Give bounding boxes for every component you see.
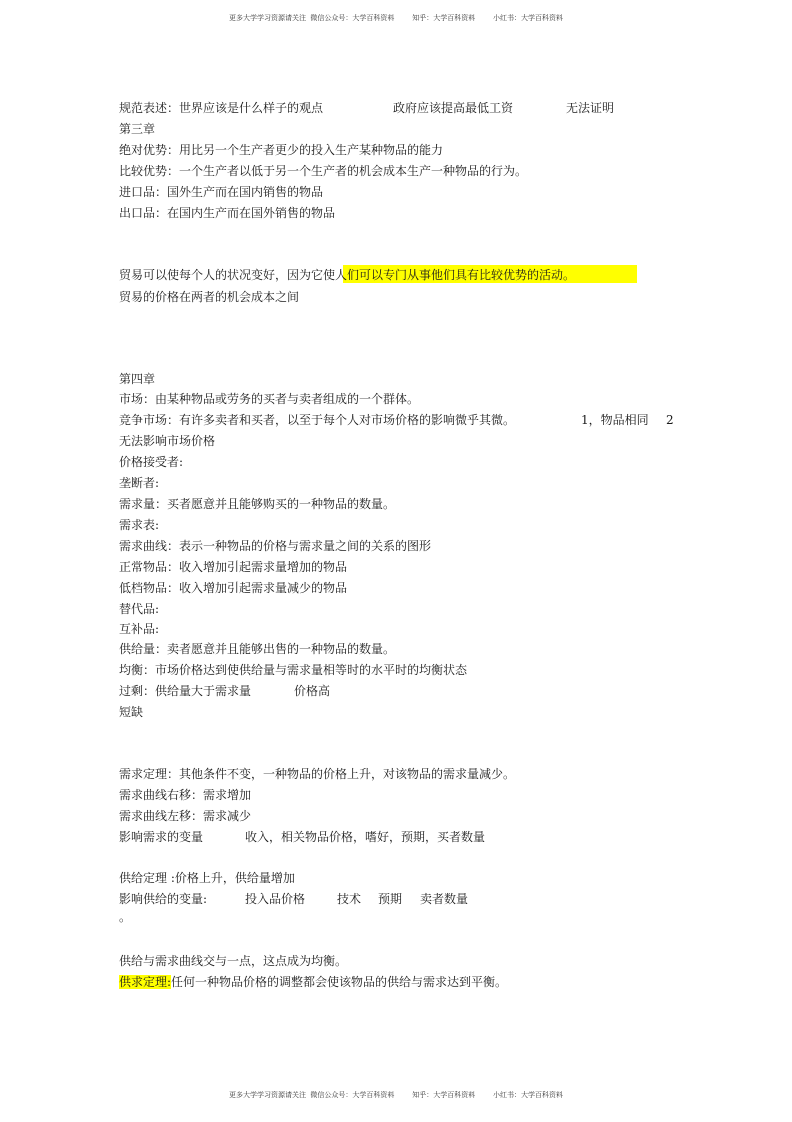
monopolist: 垄断者: bbox=[119, 476, 160, 490]
demand-schedule: 需求表: bbox=[119, 518, 160, 532]
demand-curve: 需求曲线：表示一种物品的价格与需求量之间的关系的图形 bbox=[119, 539, 432, 553]
market-definition: 市场：由某种物品或劳务的买者与卖者组成的一个群体。 bbox=[119, 392, 420, 406]
quantity-supplied: 供给量：卖者愿意并且能够出售的一种物品的数量。 bbox=[119, 642, 396, 656]
supply-variable-technology: 技术 bbox=[337, 892, 362, 906]
demand-variables-label: 影响需求的变量 bbox=[119, 830, 204, 844]
shortage: 短缺 bbox=[119, 705, 144, 719]
chapter-4-heading: 第四章 bbox=[119, 372, 156, 386]
competitive-market: 竞争市场：有许多卖者和买者，以至于每个人对市场价格的影响微乎其微。 bbox=[119, 413, 516, 427]
imports-definition: 进口品：国外生产而在国内销售的物品 bbox=[119, 185, 324, 199]
price-taker: 价格接受者: bbox=[119, 455, 184, 469]
absolute-advantage: 绝对优势：用比另一个生产者更少的投入生产某种物品的能力 bbox=[119, 143, 444, 157]
supply-variables-label: 影响供给的变量: bbox=[119, 892, 208, 906]
supply-variable-sellers: 卖者数量 bbox=[420, 892, 469, 906]
law-of-supply: 供给定理 :价格上升，供给量增加 bbox=[119, 871, 295, 885]
normative-note: 无法证明 bbox=[566, 101, 615, 115]
competitive-condition-2: 2 bbox=[666, 413, 674, 427]
chapter-3-heading: 第三章 bbox=[119, 122, 156, 136]
quantity-demanded: 需求量：买者愿意并且能够购买的一种物品的数量。 bbox=[119, 497, 396, 511]
comparative-advantage: 比较优势：一个生产者以低于另一个生产者的机会成本生产一种物品的行为。 bbox=[119, 164, 528, 178]
highlighted-text: 人们可以专门从事他们具有比较优势的活动。 bbox=[335, 268, 576, 282]
trade-price: 贸易的价格在两者的机会成本之间 bbox=[119, 290, 300, 304]
substitutes: 替代品: bbox=[119, 602, 160, 616]
demand-right-shift: 需求曲线右移：需求增加 bbox=[119, 788, 252, 802]
normative-statement: 规范表述：世界应该是什么样子的观点 bbox=[119, 101, 324, 115]
no-price-influence: 无法影响市场价格 bbox=[119, 434, 216, 448]
law-of-supply-demand: 供求定理:任何一种物品价格的调整都会使该物品的供给与需求达到平衡。 bbox=[119, 975, 508, 989]
normal-good: 正常物品：收入增加引起需求量增加的物品 bbox=[119, 560, 348, 574]
exports-definition: 出口品：在国内生产而在国外销售的物品 bbox=[119, 206, 336, 220]
highlighted-text: 供求定理: bbox=[119, 975, 172, 989]
intersection-equilibrium: 供给与需求曲线交与一点，这点成为均衡。 bbox=[119, 954, 348, 968]
complements: 互补品: bbox=[119, 622, 160, 636]
demand-left-shift: 需求曲线左移：需求减少 bbox=[119, 809, 252, 823]
trade-benefit: 贸易可以使每个人的状况变好，因为它使人们可以专门从事他们具有比较优势的活动。 bbox=[119, 268, 576, 282]
law-of-demand: 需求定理：其他条件不变，一种物品的价格上升，对该物品的需求量减少。 bbox=[119, 767, 516, 781]
demand-variables: 收入，相关物品价格，嗜好，预期，买者数量 bbox=[245, 830, 486, 844]
supply-variable-expectations: 预期 bbox=[378, 892, 403, 906]
supply-variable-input-prices: 投入品价格 bbox=[245, 892, 306, 906]
page-header: 更多大学学习资源请关注 微信公众号：大学百科资料 知乎：大学百科资料 小红书：大学百科资料 bbox=[228, 14, 564, 22]
competitive-condition-1: 1，物品相同 bbox=[581, 413, 649, 427]
stray-period: 。 bbox=[119, 910, 132, 924]
surplus-price: 价格高 bbox=[294, 684, 331, 698]
page-footer: 更多大学学习资源请关注 微信公众号：大学百科资料 知乎：大学百科资料 小红书：大学百科资料 bbox=[228, 1091, 564, 1099]
normative-example: 政府应该提高最低工资 bbox=[393, 101, 514, 115]
surplus: 过剩：供给量大于需求量 bbox=[119, 684, 252, 698]
equilibrium: 均衡：市场价格达到使供给量与需求量相等时的水平时的均衡状态 bbox=[119, 663, 468, 677]
inferior-good: 低档物品：收入增加引起需求量减少的物品 bbox=[119, 581, 348, 595]
